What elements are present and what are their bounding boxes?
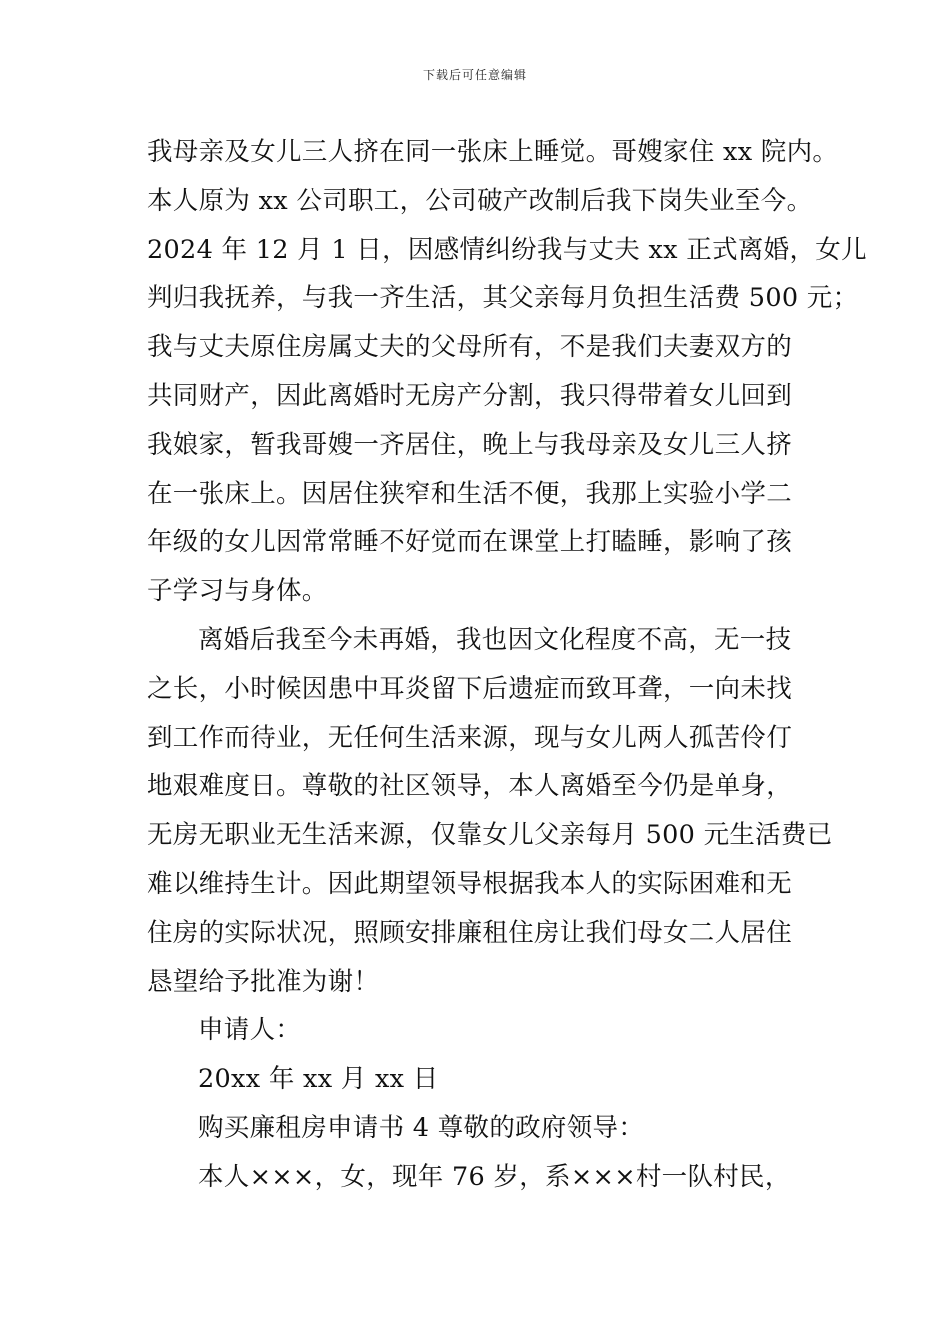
section-heading: 购买廉租房申请书 4 尊敬的政府领导： bbox=[198, 1112, 645, 1143]
text-line: 无房无职业无生活来源，仅靠女儿父亲每月 500 元生活费已 bbox=[147, 820, 833, 851]
text-line: 年级的女儿因常常睡不好觉而在课堂上打瞌睡，影响了孩 bbox=[147, 527, 793, 558]
text-line: 判归我抚养，与我一齐生活，其父亲每月负担生活费 500 元； bbox=[147, 283, 859, 314]
text-line: 本人×××，女，现年 76 岁，系×××村一队村民， bbox=[198, 1161, 791, 1192]
text-line: 到工作而待业，无任何生活来源，现与女儿两人孤苦伶仃 bbox=[147, 722, 793, 753]
text-line: 本人原为 xx 公司职工，公司破产改制后我下岗失业至今。 bbox=[147, 185, 813, 216]
paragraph-start-line: 离婚后我至今未再婚，我也因文化程度不高，无一技 bbox=[198, 624, 792, 655]
page-header: 下载后可任意编辑 bbox=[422, 68, 527, 82]
text-line: 地艰难度日。尊敬的社区领导，本人离婚至今仍是单身， bbox=[147, 771, 793, 802]
text-line: 我娘家，暂我哥嫂一齐居住，晚上与我母亲及女儿三人挤 bbox=[147, 429, 793, 460]
text-line: 子学习与身体。 bbox=[147, 576, 328, 607]
text-line: 我母亲及女儿三人挤在同一张床上睡觉。哥嫂家住 xx 院内。 bbox=[147, 137, 839, 167]
text-line: 恳望给予批准为谢！ bbox=[147, 966, 380, 997]
text-line: 难以维持生计。因此期望领导根据我本人的实际困难和无 bbox=[147, 868, 793, 899]
document-body bbox=[147, 128, 867, 1202]
text-line: 之长，小时候因患中耳炎留下后遗症而致耳聋，一向未找 bbox=[147, 673, 793, 704]
applicant-label: 申请人： bbox=[198, 1015, 302, 1046]
text-line: 我与丈夫原住房属丈夫的父母所有，不是我们夫妻双方的 bbox=[147, 332, 793, 363]
text-line: 在一张床上。因居住狭窄和生活不便，我那上实验小学二 bbox=[147, 478, 793, 509]
date-line: 20xx 年 xx 月 xx 日 bbox=[198, 1064, 439, 1095]
text-line: 2024 年 12 月 1 日，因感情纠纷我与丈夫 xx 正式离婚，女儿 bbox=[147, 234, 867, 265]
text-line: 住房的实际状况，照顾安排廉租住房让我们母女二人居住 bbox=[147, 917, 793, 948]
text-line: 共同财产，因此离婚时无房产分割，我只得带着女儿回到 bbox=[147, 380, 793, 411]
